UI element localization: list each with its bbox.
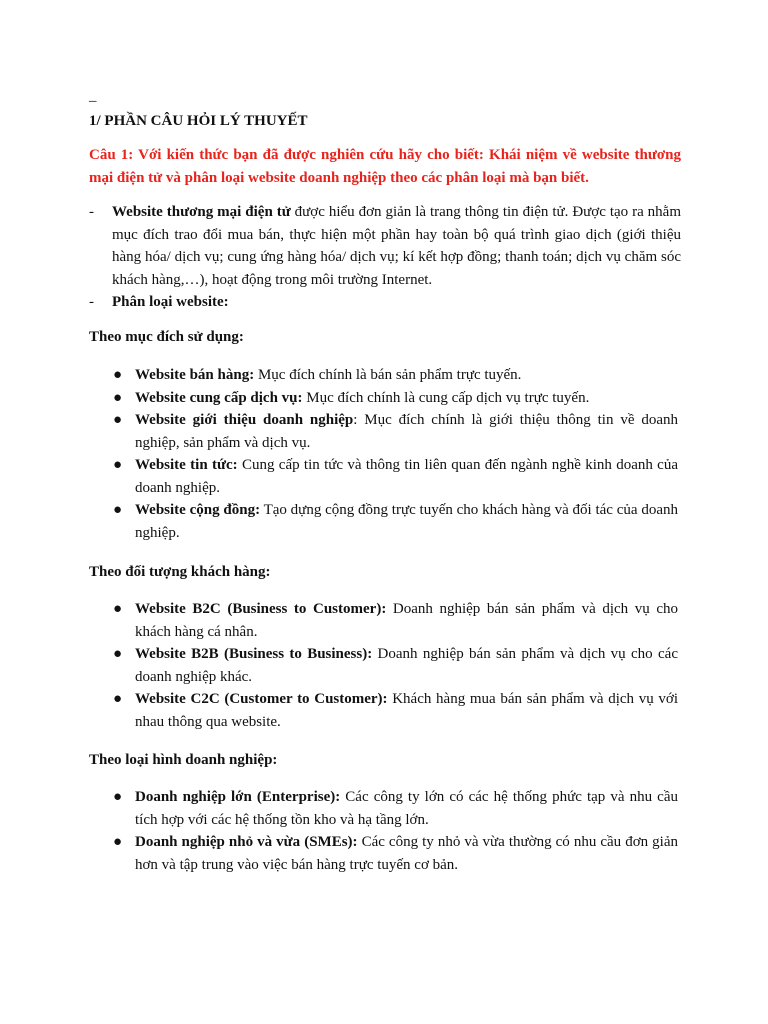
list-item: [113, 831, 678, 876]
definition-term: Phân loại website:: [112, 294, 229, 310]
subsection-title: Theo đối tượng khách hàng:: [89, 564, 271, 580]
definition-text: được hiểu đơn giản là trang thông tin điện tử. Được tạo ra nhằm mục đích trao đổi mua bán, thực hiện một phần hay toàn bộ quá trình giao dịch (giới thiệu hàng hóa/ dịch vụ; cung ứng hàng hóa/ dịch vụ; kí kết hợp đồng; thanh toán; dịch vụ chăm sóc khách hàng,…), hoạt động trong môi trường Internet.: [112, 204, 681, 288]
list-item: [113, 499, 678, 544]
item-term: Doanh nghiệp lớn (Enterprise):: [135, 789, 341, 805]
bullet-icon: ●: [113, 502, 123, 518]
item-text: Doanh nghiệp bán sản phẩm và dịch vụ cho khách hàng cá nhân.: [135, 601, 678, 640]
list-item: [113, 643, 678, 688]
dash-marker: -: [89, 294, 94, 310]
bullet-list: [113, 364, 678, 544]
item-term: Doanh nghiệp nhỏ và vừa (SMEs):: [135, 834, 358, 850]
bullet-icon: ●: [113, 789, 123, 805]
definition-term: Website thương mại điện tử: [112, 204, 291, 220]
bullet-icon: ●: [113, 834, 123, 850]
bullet-icon: ●: [113, 691, 123, 707]
bullet-icon: ●: [113, 389, 123, 406]
item-text: Mục đích chính là bán sản phẩm trực tuyến.: [254, 367, 522, 383]
item-text: Tạo dựng cộng đồng trực tuyến cho khách hàng và đối tác của doanh nghiệp.: [135, 502, 678, 541]
bullet-icon: ●: [113, 457, 123, 473]
bullet-icon: ●: [113, 367, 123, 383]
item-term: Website tin tức:: [135, 457, 238, 473]
definition-list: [89, 201, 681, 314]
list-item: [113, 409, 678, 454]
list-item: [113, 454, 678, 499]
list-item: [113, 786, 678, 831]
list-item: [113, 387, 678, 410]
item-term: Website cung cấp dịch vụ:: [135, 389, 303, 406]
item-text: Doanh nghiệp bán sản phẩm và dịch vụ cho các doanh nghiệp khác.: [135, 646, 678, 685]
item-text: Các công ty lớn có các hệ thống phức tạp và nhu cầu tích hợp với các hệ thống tồn kho và hạ tầng lớn.: [135, 789, 678, 828]
item-text: : Mục đích chính là giới thiệu thông tin về doanh nghiệp, sản phẩm và dịch vụ.: [135, 412, 678, 451]
item-term: Website bán hàng:: [135, 367, 255, 383]
bullet-list: [113, 598, 678, 733]
item-text: Cung cấp tin tức và thông tin liên quan đến ngành nghề kinh doanh của doanh nghiệp.: [135, 457, 679, 496]
list-item: [113, 688, 678, 733]
top-mark: _: [89, 88, 97, 104]
item-term: Website C2C (Customer to Customer):: [135, 691, 388, 707]
question-text: Câu 1: Với kiến thức bạn đã được nghiên cứu hãy cho biết: Khái niệm về website thương mại điện tử và phân loại website doanh nghiệp theo các phân loại mà bạn biết.: [89, 147, 681, 186]
definition-item: [89, 291, 681, 314]
item-term: Website B2C (Business to Customer):: [135, 601, 387, 617]
section-heading: 1/ PHẦN CÂU HỎI LÝ THUYẾT: [89, 113, 308, 129]
bullet-list: [113, 786, 678, 876]
item-term: Website B2B (Business to Business):: [135, 646, 373, 662]
subsection-title: Theo loại hình doanh nghiệp:: [89, 752, 278, 768]
definition-item: [89, 201, 681, 291]
item-text: Các công ty nhỏ và vừa thường có nhu cầu đơn giản hơn và tập trung vào việc bán hàng trực tuyến cơ bản.: [135, 834, 678, 873]
subsection-title: Theo mục đích sử dụng:: [89, 329, 244, 345]
list-item: [113, 364, 678, 387]
item-text: Mục đích chính là cung cấp dịch vụ trực tuyến.: [302, 389, 590, 406]
bullet-icon: ●: [113, 646, 123, 662]
list-item: [113, 598, 678, 643]
item-text: Khách hàng mua bán sản phẩm và dịch vụ với nhau thông qua website.: [135, 691, 678, 730]
bullet-icon: ●: [113, 412, 123, 428]
item-term: Website giới thiệu doanh nghiệp: [135, 412, 354, 428]
item-term: Website cộng đồng:: [135, 502, 261, 518]
dash-marker: -: [89, 204, 94, 220]
bullet-icon: ●: [113, 601, 123, 617]
